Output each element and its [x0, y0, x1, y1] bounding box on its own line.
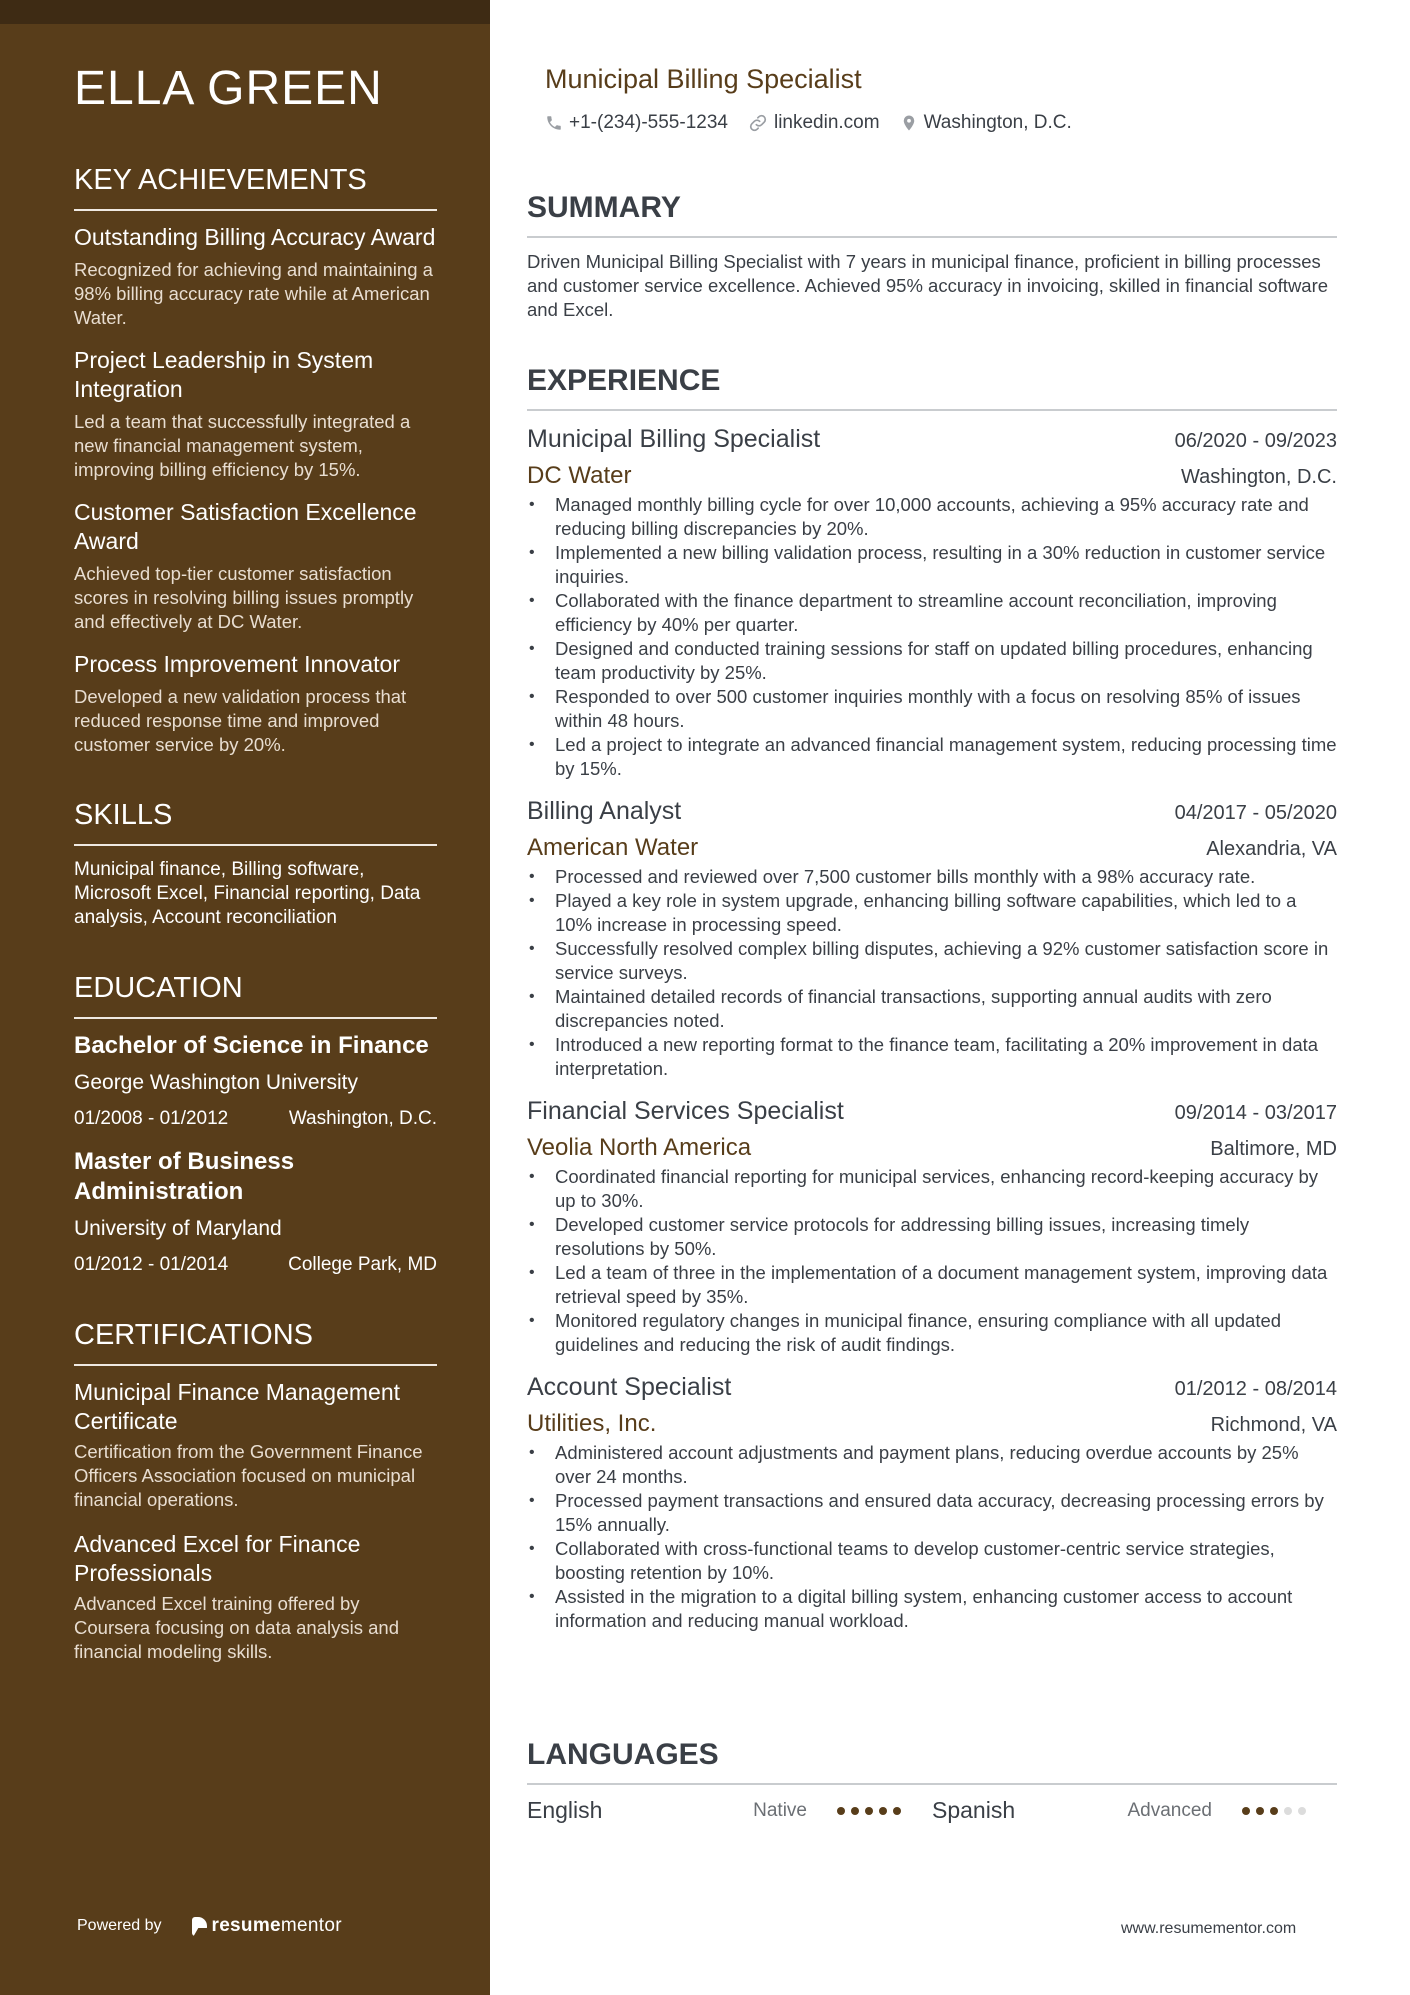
achievement-title: Customer Satisfaction Excellence Award — [74, 499, 417, 554]
linkedin[interactable] — [748, 112, 880, 134]
section-heading: CERTIFICATIONS — [74, 1317, 437, 1366]
degree: Master of Business Administration — [74, 1148, 295, 1205]
bullet-item: • Managed monthly billing cycle for over 10,000 accounts, achieving a 95% accuracy rate and reducing billing discrepancies by 20%. — [527, 493, 1337, 541]
job-entry — [527, 795, 1337, 1081]
powered-by-label: Powered by — [77, 1917, 162, 1934]
proficiency-dot-filled — [1270, 1807, 1278, 1815]
job-company: American Water — [527, 834, 699, 861]
bullet-item: • Led a team of three in the implementation of a document management system, improving data retrieval speed by 35%. — [527, 1261, 1337, 1309]
bullet-item: • Successfully resolved complex billing disputes, achieving a 92% customer satisfaction score in service surveys. — [527, 937, 1337, 985]
achievement-description: Recognized for achieving and maintaining a 98% billing accuracy rate while at American Water. — [74, 259, 433, 328]
job-role: Financial Services Specialist — [527, 1097, 844, 1125]
linkedin-link: linkedin.com — [773, 112, 880, 133]
candidate-name: ELLA GREEN — [74, 62, 383, 115]
brand-logo[interactable] — [192, 1915, 342, 1937]
proficiency-dot-filled — [865, 1807, 873, 1815]
brand-name-regular: mentor — [280, 1915, 342, 1936]
phone-number: +1-(234)-555-1234 — [569, 112, 728, 133]
proficiency-dot-empty — [1298, 1807, 1306, 1815]
bullet-item: • Introduced a new reporting format to the finance team, facilitating a 20% improvement in data interpretation. — [527, 1033, 1337, 1081]
location-pin-icon — [900, 113, 918, 133]
certification-item — [74, 1530, 437, 1664]
job-company: Veolia North America — [527, 1134, 752, 1161]
phone-icon — [545, 114, 563, 132]
proficiency-dots — [1242, 1807, 1306, 1815]
job-dates: 04/2017 - 05/2020 — [1174, 802, 1337, 824]
brand-name-bold: resume — [211, 1915, 281, 1936]
job-entry — [527, 423, 1337, 781]
language-item — [527, 1797, 932, 1824]
language-name: English — [527, 1797, 603, 1823]
bullet-item: • Processed payment transactions and ensured data accuracy, decreasing processing errors by 15% annually. — [527, 1489, 1337, 1537]
language-item — [932, 1797, 1337, 1824]
job-dates: 06/2020 - 09/2023 — [1174, 430, 1337, 452]
certification-title: Municipal Finance Management Certificate — [74, 1379, 401, 1434]
phone[interactable] — [545, 112, 728, 134]
job-role: Billing Analyst — [527, 797, 682, 825]
section-heading: EXPERIENCE — [527, 363, 1337, 411]
bullet-item: • Processed and reviewed over 7,500 customer bills monthly with a 98% accuracy rate. — [527, 865, 1337, 889]
job-role: Municipal Billing Specialist — [527, 425, 821, 453]
bullet-item: • Coordinated financial reporting for municipal services, enhancing record-keeping accuracy by up to 30%. — [527, 1165, 1337, 1213]
school: University of Maryland — [74, 1217, 282, 1240]
achievement-item — [74, 498, 437, 634]
language-level: Advanced — [1127, 1799, 1212, 1821]
proficiency-dot-empty — [1284, 1807, 1292, 1815]
section-heading: SUMMARY — [527, 190, 1337, 238]
section-heading: LANGUAGES — [527, 1737, 1337, 1785]
job-entry — [527, 1371, 1337, 1633]
section-heading: EDUCATION — [74, 970, 437, 1019]
bullet-item: • Designed and conducted training sessions for staff on updated billing procedures, enhancing team productivity by 25%. — [527, 637, 1337, 685]
bullet-item: • Monitored regulatory changes in municipal finance, ensuring compliance with all updated guidelines and reducing the risk of audit findings. — [527, 1309, 1337, 1357]
section-heading: KEY ACHIEVEMENTS — [74, 162, 437, 211]
language-level: Native — [753, 1799, 807, 1821]
link-icon — [748, 113, 768, 133]
education-dates: 01/2012 - 01/2014 — [74, 1254, 229, 1275]
achievement-description: Developed a new validation process that reduced response time and improved customer service by 20%. — [74, 686, 407, 755]
job-bullets — [527, 493, 1337, 781]
bullet-item: • Assisted in the migration to a digital billing system, enhancing customer access to account information and reducing manual workload. — [527, 1585, 1337, 1633]
certification-description: Advanced Excel training offered by Coursera focusing on data analysis and financial modeling skills. — [74, 1593, 399, 1662]
job-company: DC Water — [527, 462, 632, 489]
summary-section — [527, 190, 1337, 322]
certifications-section — [74, 1317, 437, 1664]
education-item — [74, 1031, 437, 1131]
certification-description: Certification from the Government Finance Officers Association focused on municipal financial operations. — [74, 1441, 423, 1510]
skills-section — [74, 797, 437, 930]
sidebar — [0, 0, 490, 1995]
powered-by — [77, 1915, 342, 1937]
education-dates: 01/2008 - 01/2012 — [74, 1108, 229, 1129]
bullet-item: • Implemented a new billing validation process, resulting in a 30% reduction in customer service inquiries. — [527, 541, 1337, 589]
achievement-description: Led a team that successfully integrated a new financial management system, improving billing efficiency by 15%. — [74, 411, 411, 480]
degree: Bachelor of Science in Finance — [74, 1032, 429, 1059]
job-location: Washington, D.C. — [1181, 466, 1337, 488]
job-company: Utilities, Inc. — [527, 1410, 657, 1437]
summary-text: Driven Municipal Billing Specialist with 7 years in municipal finance, proficient in billing processes and customer service excellence. Achieved 95% accuracy in invoicing, skilled in financial software and Excel. — [527, 251, 1329, 320]
skills-list: Municipal finance, Billing software, Microsoft Excel, Financial reporting, Data analysis, Account reconciliation — [74, 859, 421, 928]
proficiency-dots — [837, 1807, 901, 1815]
achievement-title: Outstanding Billing Accuracy Award — [74, 224, 436, 250]
certification-item — [74, 1378, 437, 1512]
bullet-item: • Played a key role in system upgrade, enhancing billing software capabilities, which led to a 10% increase in processing speed. — [527, 889, 1337, 937]
job-entry — [527, 1095, 1337, 1357]
language-name: Spanish — [932, 1797, 1016, 1823]
bullet-item: • Led a project to integrate an advanced financial management system, reducing processing time by 15%. — [527, 733, 1337, 781]
languages-section — [527, 1737, 1337, 1824]
school: George Washington University — [74, 1071, 359, 1094]
job-bullets — [527, 865, 1337, 1081]
proficiency-dot-filled — [1242, 1807, 1250, 1815]
proficiency-dot-filled — [1256, 1807, 1264, 1815]
sidebar-top-bar — [0, 0, 490, 24]
certification-title: Advanced Excel for Finance Professionals — [74, 1531, 361, 1586]
job-dates: 09/2014 - 03/2017 — [1174, 1102, 1337, 1124]
education-section — [74, 970, 437, 1277]
job-role: Account Specialist — [527, 1373, 732, 1401]
experience-section — [527, 363, 1337, 1647]
achievement-title: Project Leadership in System Integration — [74, 347, 374, 402]
job-location: Alexandria, VA — [1206, 838, 1337, 860]
achievement-item — [74, 346, 437, 482]
location — [900, 112, 1072, 134]
footer-website[interactable]: www.resumementor.com — [1121, 1920, 1297, 1937]
bullet-item: • Collaborated with the finance department to streamline account reconciliation, improving efficiency by 40% per quarter. — [527, 589, 1337, 637]
proficiency-dot-filled — [851, 1807, 859, 1815]
headline-title: Municipal Billing Specialist — [545, 64, 862, 94]
job-dates: 01/2012 - 08/2014 — [1174, 1378, 1337, 1400]
bullet-item: • Maintained detailed records of financial transactions, supporting annual audits with zero discrepancies noted. — [527, 985, 1337, 1033]
resumementor-logo-icon — [192, 1917, 207, 1936]
achievement-description: Achieved top-tier customer satisfaction scores in resolving billing issues promptly and effectively at DC Water. — [74, 563, 414, 632]
bullet-item: • Administered account adjustments and payment plans, reducing overdue accounts by 25% over 24 months. — [527, 1441, 1337, 1489]
key-achievements-section — [74, 162, 437, 757]
bullet-item: • Developed customer service protocols for addressing billing issues, increasing timely resolutions by 50%. — [527, 1213, 1337, 1261]
proficiency-dot-filled — [893, 1807, 901, 1815]
section-heading: SKILLS — [74, 797, 437, 846]
job-location: Baltimore, MD — [1210, 1138, 1337, 1160]
education-location: Washington, D.C. — [288, 1108, 437, 1129]
proficiency-dot-filled — [879, 1807, 887, 1815]
contact-info — [545, 112, 1092, 134]
job-bullets — [527, 1165, 1337, 1357]
achievement-item — [74, 223, 437, 330]
job-location: Richmond, VA — [1210, 1414, 1337, 1436]
bullet-item: • Responded to over 500 customer inquiries monthly with a focus on resolving 85% of issues within 48 hours. — [527, 685, 1337, 733]
education-item — [74, 1147, 437, 1277]
achievement-item — [74, 650, 437, 757]
job-bullets — [527, 1441, 1337, 1633]
bullet-item: • Collaborated with cross-functional teams to develop customer-centric service strategies, boosting retention by 10%. — [527, 1537, 1337, 1585]
achievement-title: Process Improvement Innovator — [74, 651, 400, 677]
education-location: College Park, MD — [288, 1254, 437, 1275]
proficiency-dot-filled — [837, 1807, 845, 1815]
location-text: Washington, D.C. — [923, 112, 1072, 133]
